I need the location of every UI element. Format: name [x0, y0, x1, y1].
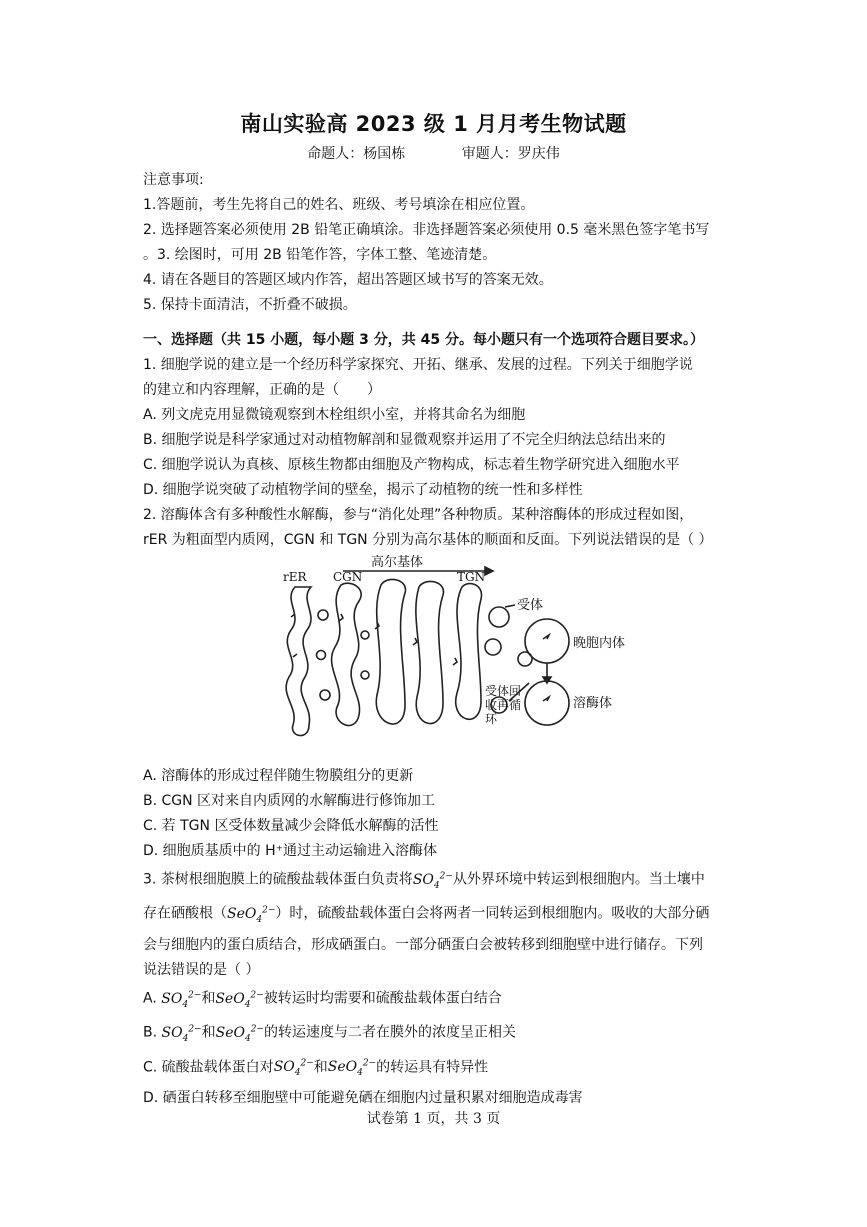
receptor-leader [505, 605, 515, 607]
tgn-label: TGN [457, 570, 486, 584]
late-endosome-label: 晚胞内体 [573, 636, 626, 651]
rer-shape [286, 587, 311, 736]
notice-item: 5. 保持卡面清洁，不折叠不破损。 [143, 297, 357, 313]
transport-vesicle [489, 607, 509, 627]
page-footer: 试卷第 1 页，共 3 页 [366, 1111, 501, 1127]
q3-stem: 3. 茶树根细胞膜上的硫酸盐载体蛋白负责将$SO_4^{2-}$从外界环境中转运到根细胞内。当土壤中 [143, 871, 705, 891]
lysosome-formation-diagram [143, 555, 743, 755]
q1-option-c: C. 细胞学说认为真核、原核生物都由细胞及产物构成，标志着生物学研究进入细胞水平 [143, 457, 680, 473]
q3-stem: 说法错误的是（ ） [143, 961, 260, 978]
golgi-cisterna [416, 581, 444, 723]
transport-vesicle [485, 639, 501, 655]
tgn-cisterna [456, 584, 482, 720]
golgi-label: 高尔基体 [371, 555, 424, 570]
q3-stem: 会与细胞内的蛋白质结合，形成硒蛋白。一部分硒蛋白会被转移到细胞壁中进行储存。下列 [143, 936, 703, 953]
q2-stem: rER 为粗面型内质网，CGN 和 TGN 分别为高尔基体的顺面和反面。下列说法错误的是（ ） [143, 532, 713, 548]
q2-option-b: B. CGN 区对来自内质网的水解酶进行修饰加工 [143, 793, 436, 809]
authors-line [0, 143, 867, 163]
receptor-label: 受体 [517, 598, 544, 613]
vesicle [320, 690, 330, 700]
maturation-arrowhead [543, 677, 551, 683]
q3-option-d: D. 硒蛋白转移至细胞壁中可能避免硒在细胞内过量积累对细胞造成毒害 [143, 1090, 583, 1107]
recycle-label: 受体回 [485, 684, 522, 698]
q3-option-b: B. $SO_4^{2-}$和SeO$_4^{2-}$的转运速度与二者在膜外的浓度呈正相关 [143, 1024, 516, 1044]
cgn-label: CGN [333, 570, 363, 584]
notice-item: 。3. 绘图时，可用 2B 铅笔作答，字体工整、笔迹清楚。 [143, 247, 497, 263]
sulfate-ion: $SO_4^{2-}$ [412, 871, 453, 891]
q1-stem: 1. 细胞学说的建立是一个经历科学家探究、开拓、继承、发展的过程。下列关于细胞学说 [143, 357, 693, 373]
q1-option-a: A. 列文虎克用显微镜观察到木栓组织小室，并将其命名为细胞 [143, 407, 526, 423]
recycle-label: 环 [485, 712, 498, 726]
vesicle [361, 631, 369, 639]
section-heading: 一、选择题（共 15 小题，每小题 3 分，共 45 分。每小题只有一个选项符合题目要求。） [143, 332, 704, 348]
recycle-label: 收再循 [485, 698, 522, 712]
q3-stem: 存在硒酸根（SeO$_4^{2-}$）时，硫酸盐载体蛋白会将两者一同转运到根细胞内。吸收的大部分硒 [143, 905, 710, 925]
lysosome [525, 681, 569, 725]
exam-body [143, 168, 743, 1111]
reviewer-name: 审题人：罗庆伟 [461, 146, 560, 162]
selenate-ion: SeO$_4^{2-}$ [227, 905, 276, 925]
vesicle [518, 652, 532, 666]
q2-option-a: A. 溶酶体的形成过程伴随生物膜组分的更新 [143, 768, 414, 784]
q3-option-a: A. $SO_4^{2-}$和SeO$_4^{2-}$被转运时均需要和硫酸盐载体蛋白结合 [143, 989, 502, 1010]
q1-option-b: B. 细胞学说是科学家通过对动植物解剖和显微观察并运用了不完全归纳法总结出来的 [143, 432, 666, 448]
q2-option-c: C. 若 TGN 区受体数量减少会降低水解酶的活性 [143, 818, 439, 834]
cgn-cisterna [332, 583, 362, 725]
vesicle [318, 610, 328, 620]
q1-option-d: D. 细胞学说突破了动植物学间的壁垒，揭示了动植物的统一性和多样性 [143, 482, 583, 498]
notice-item: 4. 请在各题目的答题区域内作答，超出答题区域书写的答案无效。 [143, 272, 553, 288]
golgi-cisterna [376, 579, 405, 724]
vesicle [317, 651, 326, 660]
notice-item: 2. 选择题答案必须使用 2B 铅笔正确填涂。非选择题答案必须使用 0.5 毫米黑色签字笔书写 [143, 222, 710, 238]
exam-title: 南山实验高 2023 级 1 月月考生物试题 [240, 112, 627, 136]
vesicle [361, 671, 369, 679]
setter-name: 命题人：杨国栋 [307, 146, 406, 162]
rer-label: rER [283, 570, 307, 584]
notice-heading: 注意事项: [143, 172, 204, 188]
golgi-arrowhead [485, 567, 493, 575]
q2-option-d: D. 细胞质基质中的 H⁺通过主动运输进入溶酶体 [143, 843, 438, 859]
q3-option-c: C. 硫酸盐载体蛋白对$SO_4^{2-}$和SeO$_4^{2-}$的转运具有特异性 [143, 1058, 489, 1079]
notice-item: 1.答题前，考生先将自己的姓名、班级、考号填涂在相应位置。 [143, 197, 535, 213]
q2-stem: 2. 溶酶体含有多种酸性水解酶，参与“消化处理”各种物质。某种溶酶体的形成过程如图， [143, 507, 694, 523]
lysosome-label: 溶酶体 [573, 696, 613, 711]
q1-stem: 的建立和内容理解，正确的是（ ） [143, 382, 381, 398]
